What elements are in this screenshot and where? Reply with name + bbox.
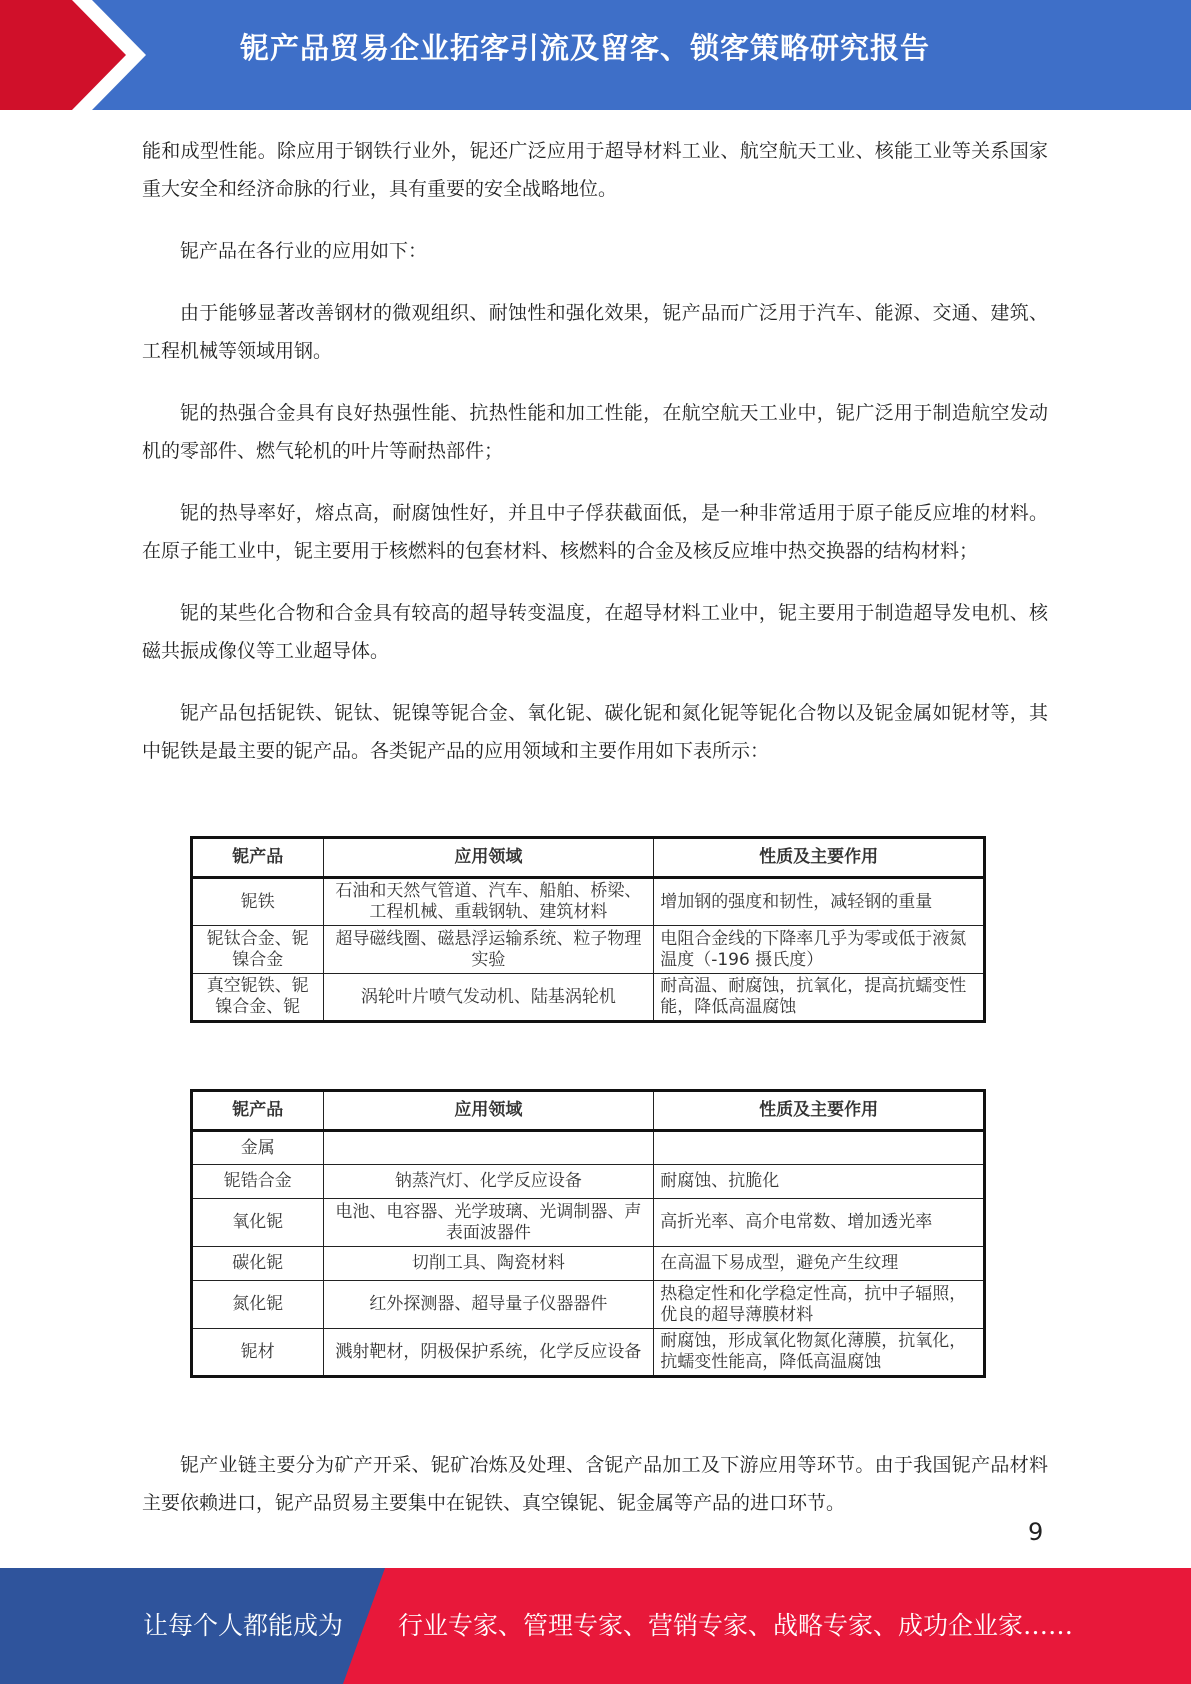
table-cell: 热稳定性和化学稳定性高，抗中子辐照，优良的超导薄膜材料 [654, 1281, 985, 1329]
table-cell: 超导磁线圈、磁悬浮运输系统、粒子物理实验 [323, 926, 654, 974]
table-cell: 真空铌铁、铌镍合金、铌 [192, 974, 324, 1022]
table-row [192, 1131, 985, 1165]
table-header-properties: 性质及主要作用 [654, 838, 985, 878]
table-cell: 耐腐蚀，形成氧化物氮化薄膜，抗氧化，抗蠕变性能高，降低高温腐蚀 [654, 1329, 985, 1377]
niobium-products-table-1 [190, 836, 986, 1023]
table-cell: 耐腐蚀、抗脆化 [654, 1165, 985, 1199]
table-cell: 氮化铌 [192, 1281, 324, 1329]
body-text-bottom [142, 1446, 1048, 1522]
table-cell: 高折光率、高介电常数、增加透光率 [654, 1199, 985, 1247]
footer-slogan-left: 让每个人都能成为 [143, 1611, 344, 1640]
table-cell: 铌铁 [192, 878, 324, 926]
table-cell: 在高温下易成型，避免产生纹理 [654, 1247, 985, 1281]
paragraph: 铌产品包括铌铁、铌钛、铌镍等铌合金、氧化铌、碳化铌和氮化铌等铌化合物以及铌金属如铌材等，其中铌铁是最主要的铌产品。各类铌产品的应用领域和主要作用如下表所示： [142, 702, 1048, 762]
table-header-application: 应用领域 [323, 1091, 654, 1131]
table-row [192, 1247, 985, 1281]
table-cell [654, 1131, 985, 1165]
report-title: 铌产品贸易企业拓客引流及留客、锁客策略研究报告 [240, 31, 931, 65]
table-cell: 红外探测器、超导量子仪器器件 [323, 1281, 654, 1329]
table-cell: 铌材 [192, 1329, 324, 1377]
table-cell: 铌锆合金 [192, 1165, 324, 1199]
table-cell: 铌钛合金、铌镍合金 [192, 926, 324, 974]
table-row [192, 974, 985, 1022]
paragraph: 铌产业链主要分为矿产开采、铌矿冶炼及处理、含铌产品加工及下游应用等环节。由于我国铌产品材料主要依赖进口，铌产品贸易主要集中在铌铁、真空镍铌、铌金属等产品的进口环节。 [142, 1454, 1048, 1514]
table-cell: 耐高温、耐腐蚀，抗氧化，提高抗蠕变性能，降低高温腐蚀 [654, 974, 985, 1022]
body-text-top [142, 132, 1048, 770]
paragraph: 铌产品在各行业的应用如下： [180, 240, 428, 262]
paragraph: 铌的热强合金具有良好热强性能、抗热性能和加工性能，在航空航天工业中，铌广泛用于制造航空发动机的零部件、燃气轮机的叶片等耐热部件； [142, 402, 1048, 462]
table-cell: 石油和天然气管道、汽车、船舶、桥梁、工程机械、重载钢轨、建筑材料 [323, 878, 654, 926]
table-row [192, 878, 985, 926]
paragraph: 铌的热导率好，熔点高，耐腐蚀性好，并且中子俘获截面低，是一种非常适用于原子能反应堆的材料。在原子能工业中，铌主要用于核燃料的包套材料、核燃料的合金及核反应堆中热交换器的结构材料； [142, 502, 1048, 562]
header-arrow-decoration [0, 0, 150, 110]
table-header-properties: 性质及主要作用 [654, 1091, 985, 1131]
table-row [192, 926, 985, 974]
table-cell: 金属 [192, 1131, 324, 1165]
table-header-product: 铌产品 [192, 1091, 324, 1131]
niobium-products-table-2 [190, 1089, 986, 1378]
table-row [192, 1329, 985, 1377]
table-row [192, 1199, 985, 1247]
table-row [192, 1281, 985, 1329]
table-cell: 钠蒸汽灯、化学反应设备 [323, 1165, 654, 1199]
table-cell: 涡轮叶片喷气发动机、陆基涡轮机 [323, 974, 654, 1022]
table-cell [323, 1131, 654, 1165]
paragraph: 能和成型性能。除应用于钢铁行业外，铌还广泛应用于超导材料工业、航空航天工业、核能工业等关系国家重大安全和经济命脉的行业，具有重要的安全战略地位。 [142, 140, 1048, 200]
page-number: 9 [1028, 1518, 1044, 1546]
table-cell: 增加钢的强度和韧性，减轻钢的重量 [654, 878, 985, 926]
table-row [192, 1165, 985, 1199]
table-header-application: 应用领域 [323, 838, 654, 878]
table-header-product: 铌产品 [192, 838, 324, 878]
table-cell: 切削工具、陶瓷材料 [323, 1247, 654, 1281]
footer-slogan-right: 行业专家、管理专家、营销专家、战略专家、成功企业家…… [398, 1611, 1074, 1640]
page-footer [0, 1568, 1191, 1684]
page-header [0, 0, 1191, 110]
paragraph: 铌的某些化合物和合金具有较高的超导转变温度，在超导材料工业中，铌主要用于制造超导发电机、核磁共振成像仪等工业超导体。 [142, 602, 1048, 662]
table-cell: 碳化铌 [192, 1247, 324, 1281]
paragraph: 由于能够显著改善钢材的微观组织、耐蚀性和强化效果，铌产品而广泛用于汽车、能源、交通、建筑、工程机械等领域用钢。 [142, 302, 1048, 362]
table-cell: 溅射靶材，阴极保护系统，化学反应设备 [323, 1329, 654, 1377]
table-cell: 电池、电容器、光学玻璃、光调制器、声表面波器件 [323, 1199, 654, 1247]
table-cell: 电阻合金线的下降率几乎为零或低于液氮温度（-196 摄氏度） [654, 926, 985, 974]
table-cell: 氧化铌 [192, 1199, 324, 1247]
